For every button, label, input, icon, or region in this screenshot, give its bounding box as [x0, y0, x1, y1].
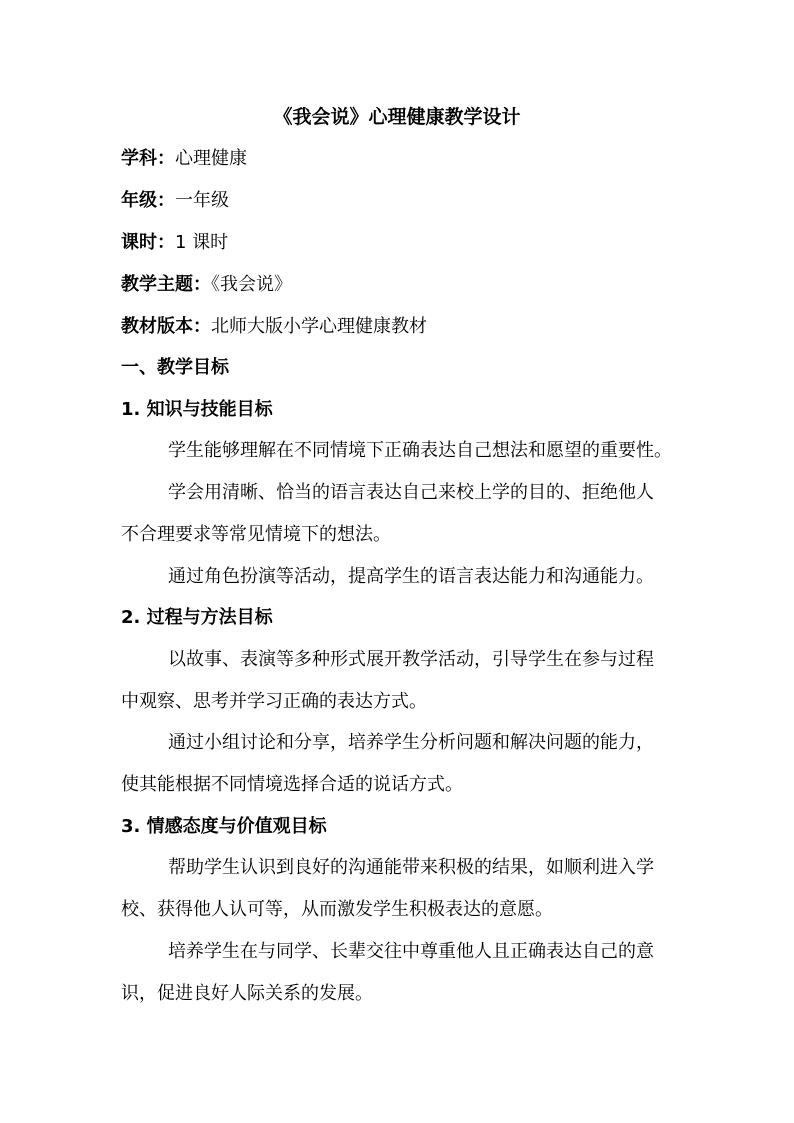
- paragraph-line: 学生能够理解在不同情境下正确表达自己想法和愿望的重要性。: [168, 440, 672, 461]
- meta-subject-value: 心理健康: [175, 148, 247, 169]
- subsection-heading-values: 3. 情感态度与价值观目标: [121, 816, 327, 837]
- paragraph-line: 中观察、思考并学习正确的表达方式。: [121, 691, 427, 712]
- meta-periods-label: 课时：: [121, 232, 175, 253]
- meta-subject: [121, 147, 247, 171]
- meta-periods: [121, 231, 228, 255]
- meta-grade-label: 年级：: [121, 190, 175, 211]
- paragraph-line: 使其能根据不同情境选择合适的说话方式。: [121, 774, 463, 795]
- paragraph-line: 帮助学生认识到良好的沟通能带来积极的结果，如顺利进入学: [168, 857, 654, 878]
- paragraph-line: 不合理要求等常见情境下的想法。: [121, 524, 391, 545]
- paragraph-line: 学会用清晰、恰当的语言表达自己来校上学的目的、拒绝他人: [168, 482, 654, 503]
- meta-edition: [121, 315, 427, 339]
- subsection-heading-knowledge: 1. 知识与技能目标: [121, 399, 273, 420]
- meta-theme-label: 教学主题：: [121, 274, 211, 295]
- paragraph-line: 识，促进良好人际关系的发展。: [121, 983, 373, 1004]
- paragraph-line: 通过小组讨论和分享，培养学生分析问题和解决问题的能力，: [168, 732, 654, 753]
- section-heading-objectives: 一、教学目标: [121, 357, 229, 378]
- meta-theme-value: 《我会说》: [211, 274, 292, 295]
- paragraph-line: 通过角色扮演等活动，提高学生的语言表达能力和沟通能力。: [168, 566, 654, 587]
- document-title: 《我会说》心理健康教学设计: [273, 106, 521, 128]
- paragraph-line: 以故事、表演等多种形式展开教学活动，引导学生在参与过程: [168, 649, 654, 670]
- meta-edition-label: 教材版本：: [121, 316, 211, 337]
- meta-subject-label: 学科：: [121, 148, 175, 169]
- paragraph-line: 校、获得他人认可等，从而激发学生积极表达的意愿。: [121, 899, 553, 920]
- meta-grade-value: 一年级: [175, 190, 229, 211]
- meta-edition-value: 北师大版小学心理健康教材: [211, 316, 427, 337]
- meta-theme: [121, 273, 292, 297]
- meta-grade: [121, 189, 229, 213]
- subsection-heading-process: 2. 过程与方法目标: [121, 607, 273, 628]
- meta-periods-value: 1 课时: [175, 232, 229, 253]
- paragraph-line: 培养学生在与同学、长辈交往中尊重他人且正确表达自己的意: [168, 941, 654, 962]
